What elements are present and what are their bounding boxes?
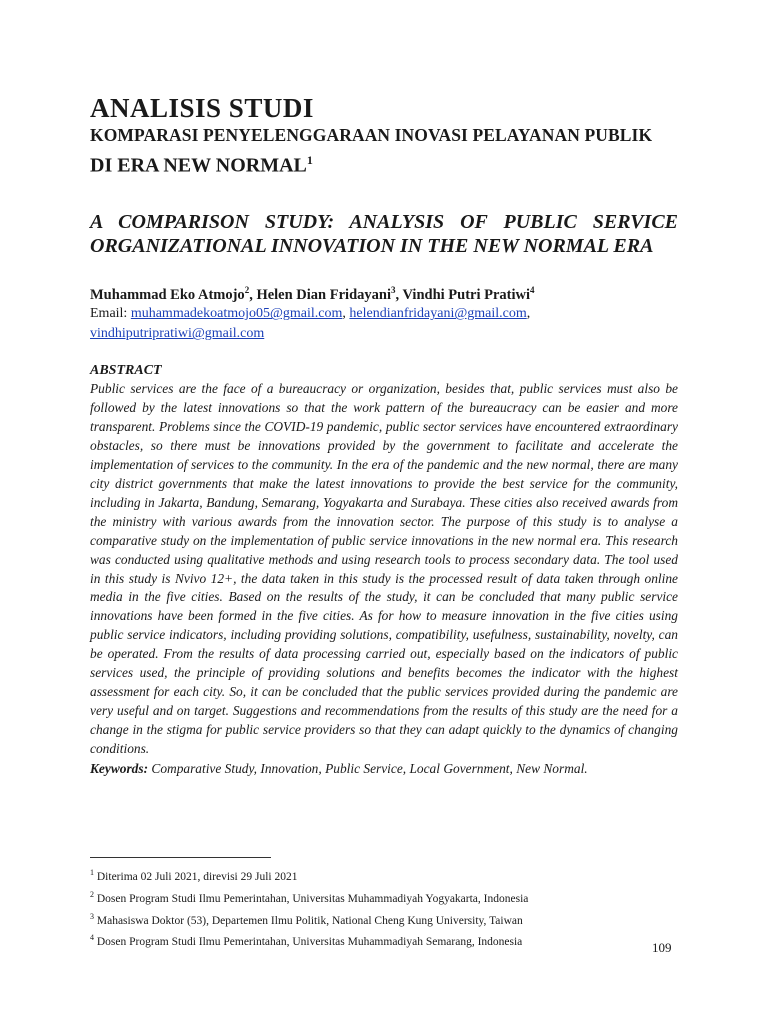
author-name: Vindhi Putri Pratiwi <box>402 286 531 303</box>
footnote-1: $^1$ Diterima 02 Juli 2021, direvisi 29 Juli 2021 <box>90 868 298 883</box>
abstract-body: Public services are the face of a bureaucracy or organization, besides that, public services must also be followed by the latest innovations so that the work pattern of the bureaucracy can be easier and more transparent. Problems since the COVID-19 pandemic, public sector services have encountered extraordinary obstacles, so there must be innovations provided by the government to facilitate and accelerate the implementation of services to the community. In the era of the pandemic and the new normal, there are many city district governments that make the latest innovations to provide the best service for the community, including in Jakarta, Bandung, Semarang, Yogyakarta and Surabaya. These cities also received awards from the ministry with various awards from the innovation sector. The purpose of this study is to analyse a comparative study on the implementation of public service innovations in the new normal era. This research was conducted using qualitative methods and using research tools to process secondary data. The tool used in this study is Nvivo 12+, the data taken in this study is the processed result of data taken through online media in the five cities. Based on the results of the study, it can be concluded that many public service innovations have been formed in the five cities. As for how to measure innovation in the five cities using public service indicators, including providing solutions, compatibility, usefulness, sustainability, novelty, can be operated. From the results of data processing carried out, especially based on the indicators of public services used, the principle of providing solutions and benefits becomes the indicator with the highest assessment for each city. So, it can be concluded that the public services provided during the pandemic are very useful and on target. Suggestions and recommendations from the results of this study are the need for a change in the stigma for public service providers so that they can adapt quickly to the dynamics of changing conditions. <box>90 381 678 756</box>
keywords-line <box>90 759 678 778</box>
email-link[interactable]: helendianfridayani@gmail.com <box>349 306 527 322</box>
footnote-3: $^3$ Mahasiswa Doktor (53), Departemen Ilmu Politik, National Cheng Kung University, Taiwan <box>90 911 523 927</box>
email-link[interactable]: muhammadekoatmojo05@gmail.com <box>130 306 343 322</box>
article-header <box>90 92 678 778</box>
footnote-ref-4[interactable]: 4 <box>530 284 535 295</box>
page-number: 109 <box>652 940 672 955</box>
page-title: ANALISIS STUDI <box>90 93 314 123</box>
footnote-4: $^4$ Dosen Program Studi Ilmu Pemerintahan, Universitas Muhammadiyah Semarang, Indonesia <box>90 933 523 949</box>
email-label: Email: <box>90 306 128 322</box>
footnote-2: $^2$ Dosen Program Studi Ilmu Pemerintahan, Universitas Muhammadiyah Yogyakarta, Indonesia <box>90 889 529 905</box>
author-name: Helen Dian Fridayani <box>256 286 391 303</box>
abstract-heading: ABSTRACT <box>90 363 162 379</box>
subtitle-line-1: KOMPARASI PENYELENGGARAAN INOVASI PELAYANAN PUBLIK <box>90 125 653 145</box>
english-title: A COMPARISON STUDY: ANALYSIS OF PUBLIC SERVICE ORGANIZATIONAL INNOVATION IN THE NEW NORMAL ERA <box>90 210 678 257</box>
keywords-label: Keywords: <box>90 760 149 776</box>
footnote-ref-3[interactable]: 3 <box>390 284 396 295</box>
subtitle-line-2-text: DI ERA NEW NORMAL <box>90 154 307 177</box>
email-line: Email: muhammadekoatmojo05@gmail.com, helendianfridayani@gmail.com, vindhiputripratiwi@gmail.com <box>90 306 531 342</box>
keywords-text: Comparative Study, Innovation, Public Service, Local Government, New Normal. <box>151 760 588 776</box>
email-link[interactable]: vindhiputripratiwi@gmail.com <box>90 326 265 342</box>
footnote-ref-2[interactable]: 2 <box>244 284 250 295</box>
author-name: Muhammad Eko Atmojo <box>90 286 245 303</box>
footnote-divider <box>90 857 271 858</box>
author-list: Muhammad Eko Atmojo$^2$, Helen Dian Fridayani$^3$, Vindhi Putri Pratiwi$^4$ <box>90 284 535 303</box>
footnote-ref-1[interactable]: 1 <box>306 153 313 167</box>
footnotes <box>90 864 690 951</box>
subtitle-line-2 <box>90 146 678 180</box>
